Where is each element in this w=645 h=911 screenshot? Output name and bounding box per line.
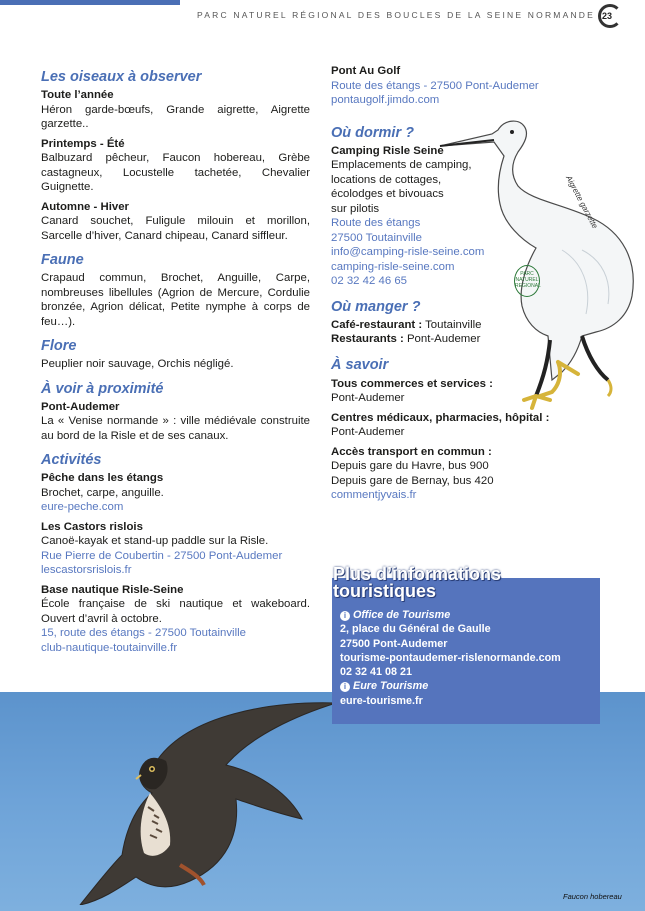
flore-text: Peuplier noir sauvage, Orchis négligé. — [41, 358, 234, 370]
office-addr-2: 27500 Pont-Audemer — [340, 637, 448, 650]
heading-proximite: À voir à proximité — [41, 380, 164, 397]
activity-addr-nautique: 15, route des étangs - 27500 Toutainville — [41, 627, 246, 639]
faune-text: Crapaud commun, Brochet, Anguille, Carpe, nombreuses libellules (Agrion de Mercure, Cordulie bronzée, Agrion délicat, Petite nymphe à corps de feu…). — [41, 272, 310, 328]
office-addr-1: 2, place du Général de Gaulle — [340, 623, 491, 636]
camping-phone: 02 32 42 46 65 — [331, 275, 408, 287]
proximite-text: La « Venise normande » : ville médiévale construite au bord de la Risle et de ses canaux. — [41, 415, 310, 442]
camping-line-4: sur pilotis — [331, 202, 380, 215]
office-web-link[interactable]: tourisme-pontaudemer-rislenormande.com — [340, 651, 561, 664]
savoir-commerces-place: Pont-Audemer — [331, 392, 405, 404]
heading-dormir: Où dormir ? — [331, 124, 414, 141]
camping-email-link[interactable]: info@camping-risle-seine.com — [331, 246, 485, 258]
savoir-transport-line-1: Depuis gare du Havre, bus 900 — [331, 460, 489, 472]
golf-addr: Route des étangs - 27500 Pont-Audemer — [331, 79, 539, 92]
season-title-autumn: Automne - Hiver — [41, 200, 129, 213]
tourist-info-body — [340, 608, 598, 708]
activity-title-castors: Les Castors rislois — [41, 520, 143, 533]
falcon-photo — [40, 695, 360, 905]
info-icon: i — [340, 682, 350, 692]
camping-title: Camping Risle Seine — [331, 144, 444, 157]
savoir-commerces-title: Tous commerces et services : — [331, 377, 493, 390]
activity-title-nautique: Base nautique Risle-Seine — [41, 583, 184, 596]
page-number: 23 — [602, 11, 613, 21]
season-title-spring: Printemps - Été — [41, 137, 125, 150]
savoir-medical-title: Centres médicaux, pharmacies, hôpital : — [331, 411, 550, 424]
activity-text-nautique: École française de ski nautique et wakeboard. Ouvert d’avril à octobre. — [41, 598, 310, 625]
savoir-medical-place: Pont-Audemer — [331, 426, 405, 438]
season-text-year: Héron garde-bœufs, Grande aigrette, Aigrette garzette.. — [41, 103, 310, 130]
heading-activites: Activités — [41, 452, 102, 468]
activity-addr-castors: Rue Pierre de Coubertin - 27500 Pont-Audemer — [41, 549, 283, 562]
link-commentjyvais[interactable]: commentjyvais.fr — [331, 489, 417, 501]
office-phone: 02 32 41 08 21 — [340, 666, 413, 679]
proximite-place: Pont-Audemer — [41, 400, 120, 413]
eure-tourisme-link[interactable]: eure-tourisme.fr — [340, 694, 423, 707]
top-accent-bar — [0, 0, 180, 5]
camping-line-3: écolodges et bivouacs — [331, 188, 444, 200]
link-nautique[interactable]: club-nautique-toutainville.fr — [41, 641, 178, 654]
tourist-info-title — [333, 566, 613, 600]
activity-text-peche: Brochet, carpe, anguille. — [41, 486, 164, 499]
pnr-logo-icon: PARC NATUREL REGIONAL — [514, 265, 540, 297]
manger-restos: Restaurants : Pont-Audemer — [331, 333, 481, 345]
page-header-title: PARC NATUREL RÉGIONAL DES BOUCLES DE LA SEINE NORMANDE — [197, 10, 595, 20]
camping-addr-2: 27500 Toutainville — [331, 231, 422, 244]
season-title-year: Toute l’année — [41, 89, 114, 101]
savoir-transport-title: Accès transport en commun : — [331, 445, 492, 458]
heading-faune: Faune — [41, 252, 84, 268]
tourist-info-title-line-2: touristiques — [333, 581, 437, 601]
heading-oiseaux: Les oiseaux à observer — [41, 69, 202, 85]
tourist-info-title-line-1: Plus d’informations — [333, 564, 502, 584]
camping-web-link[interactable]: camping-risle-seine.com — [331, 260, 455, 273]
link-eure-peche[interactable]: eure-peche.com — [41, 501, 124, 513]
heading-manger: Où manger ? — [331, 298, 421, 315]
golf-title: Pont Au Golf — [331, 65, 401, 77]
heading-flore: Flore — [41, 338, 77, 354]
savoir-transport-line-2: Depuis gare de Bernay, bus 420 — [331, 474, 494, 487]
egret-caption: Aigrette garzette — [564, 174, 600, 231]
office-name: i Office de Tourisme — [340, 608, 598, 622]
activity-text-castors: Canoë-kayak et stand-up paddle sur la Risle. — [41, 535, 269, 547]
left-column — [41, 64, 310, 655]
heading-savoir: À savoir — [331, 356, 389, 373]
season-text-spring: Balbuzard pêcheur, Faucon hobereau, Grèbe castagneux, Locustelle tachetée, Chevalier Guignette. — [41, 152, 310, 193]
eure-tourisme-name: i Eure Tourisme — [340, 679, 598, 693]
falcon-caption: Faucon hobereau — [563, 892, 622, 901]
camping-line-1: Emplacements de camping, — [331, 159, 472, 171]
season-text-autumn: Canard souchet, Fuligule milouin et morillon, Sarcelle d’hiver, Canard chipeau, Canard siffleur. — [41, 215, 310, 242]
manger-cafe: Café-restaurant : Toutainville — [331, 318, 482, 331]
camping-line-2: locations de cottages, — [331, 173, 442, 186]
link-golf[interactable]: pontaugolf.jimdo.com — [331, 94, 440, 106]
link-castors[interactable]: lescastorsrislois.fr — [41, 564, 132, 576]
info-icon: i — [340, 611, 350, 621]
activity-title-peche: Pêche dans les étangs — [41, 472, 164, 484]
camping-addr-1: Route des étangs — [331, 217, 421, 229]
